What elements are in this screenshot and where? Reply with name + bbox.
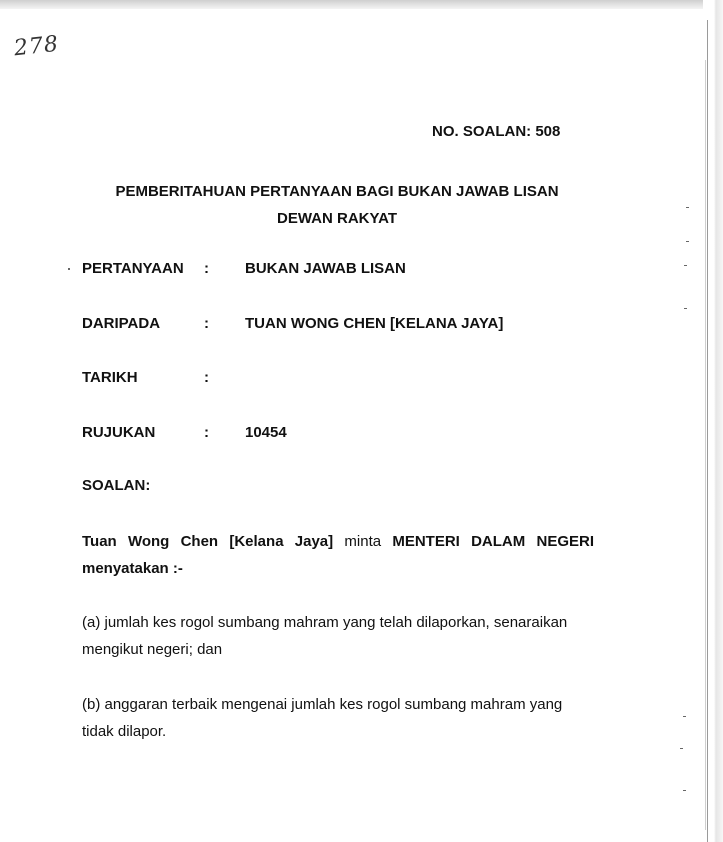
scan-edge-right	[703, 0, 723, 842]
asker-name: Tuan Wong Chen [Kelana Jaya]	[82, 533, 334, 550]
scan-speck	[683, 716, 686, 717]
scan-speck	[686, 241, 689, 242]
document-title	[82, 178, 592, 232]
question-item-b: (b) anggaran terbaik mengenai jumlah kes rogol sumbang mahram yang tidak dilapor.	[82, 696, 563, 740]
question-heading: SOALAN:	[82, 477, 151, 494]
question-intro	[82, 528, 594, 582]
scan-speck	[684, 265, 687, 266]
field-value: TUAN WONG CHEN [KELANA JAYA]	[245, 315, 504, 332]
field-label: RUJUKAN	[82, 424, 156, 441]
field-value: BUKAN JAWAB LISAN	[245, 260, 406, 277]
field-label: TARIKH	[82, 369, 138, 386]
field-label: PERTANYAAN	[82, 260, 184, 277]
scan-speck	[683, 790, 686, 791]
scan-speck	[686, 207, 689, 208]
field-value: 10454	[245, 424, 287, 441]
title-line-2: DEWAN RAKYAT	[276, 210, 397, 227]
scan-speck	[684, 308, 687, 309]
scan-edge-line	[707, 20, 708, 842]
field-colon: :	[204, 260, 209, 277]
scan-edge-line-inner	[705, 60, 706, 830]
handwritten-page-number: 278	[12, 31, 61, 62]
intro-request: menyatakan :-	[82, 560, 183, 577]
scan-speck	[680, 748, 683, 749]
field-colon: :	[204, 369, 209, 386]
title-line-1: PEMBERITAHUAN PERTANYAAN BAGI BUKAN JAWAB LISAN	[115, 183, 559, 200]
question-item-a: (a) jumlah kes rogol sumbang mahram yang telah dilaporkan, senaraikan mengikut negeri; dan	[82, 614, 568, 658]
intro-verb: minta	[333, 533, 393, 550]
scan-speck	[68, 268, 70, 270]
scan-edge-top	[0, 0, 723, 9]
question-number: NO. SOALAN: 508	[432, 123, 561, 140]
field-label: DARIPADA	[82, 315, 161, 332]
minister-name: MENTERI DALAM NEGERI	[392, 533, 595, 550]
field-colon: :	[204, 315, 209, 332]
field-colon: :	[204, 424, 209, 441]
